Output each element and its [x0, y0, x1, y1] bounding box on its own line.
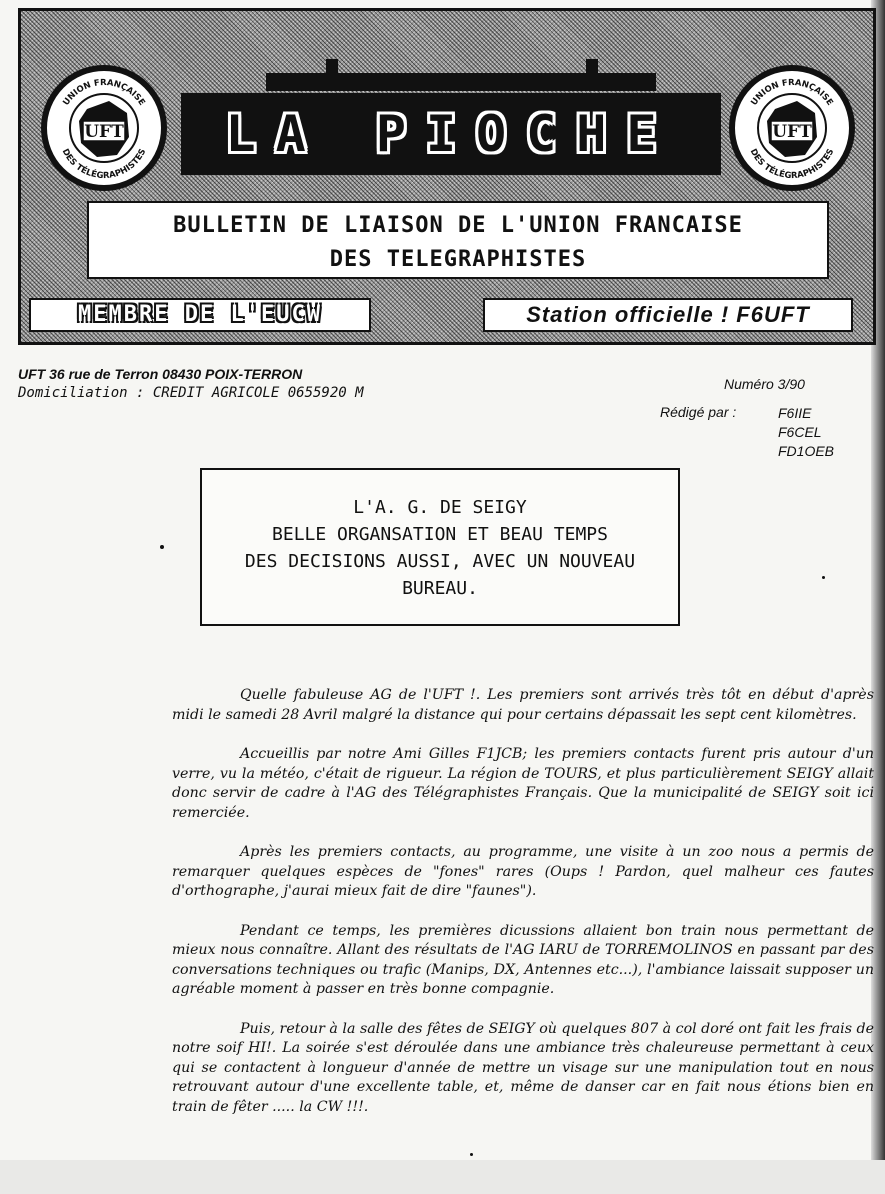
title-plate	[181, 93, 721, 175]
scan-bottom-strip	[0, 1160, 885, 1194]
svg-text:UNION FRANÇAISE: UNION FRANÇAISE	[61, 77, 147, 108]
article-paragraph: Pendant ce temps, les premières dicussions allaient bon train nous permettant de mieux nous connaître. Allant des résultats de l'AG IARU de TORREMOLINOS en passant par des conversations techniques ou trafic (Manips, DX, Antennes etc...), l'ambiance laissait supposer un agréable moment à passer en très bonne compagnie.	[172, 922, 874, 997]
anvil-rail	[266, 73, 656, 91]
subtitle-line-2: DES TELEGRAPHISTES	[329, 247, 587, 272]
uft-seal-icon	[47, 71, 161, 185]
eucw-member-band: MEMBRE DE L'EUCW	[29, 298, 371, 332]
masthead	[18, 8, 876, 345]
headline-line: BELLE ORGANSATION ET BEAU TEMPS	[272, 524, 608, 545]
subtitle-box	[87, 201, 829, 279]
issue-number: Numéro 3/90	[724, 376, 805, 392]
address: UFT 36 rue de Terron 08430 POIX-TERRON	[18, 366, 303, 382]
uft-logo-left	[41, 65, 167, 191]
article-paragraph: Quelle fabuleuse AG de l'UFT !. Les premiers sont arrivés très tôt en début d'après midi le samedi 28 Avril malgré la distance qui pour certains dépassait les sept cent kilomètres.	[172, 687, 874, 723]
official-station-band: Station officielle ! F6UFT	[483, 298, 853, 332]
written-by-label: Rédigé par :	[660, 404, 737, 420]
headline-line: BUREAU.	[402, 578, 478, 599]
scan-speck	[470, 1153, 473, 1156]
editor-callsign: F6CEL	[778, 424, 822, 440]
uft-logo-right	[729, 65, 855, 191]
article-body	[172, 686, 874, 1137]
article-paragraph: Accueillis par notre Ami Gilles F1JCB; les premiers contacts furent pris autour d'un verre, vu la météo, c'était de rigueur. La région de TOURS, et plus particulièrement SEIGY allait donc servir de cadre à l'AG des Télégraphistes Français. Que la municipalité de SEIGY soit ici remerciée.	[172, 746, 874, 821]
article-paragraph: Après les premiers contacts, au programme, une visite à un zoo nous a permis de remarquer quelques espèces de "fones" rares (Oups ! Pardon, quel malheur ces fautes d'orthographe, j'aurai mieux fait de dire "faunes").	[172, 844, 874, 899]
svg-text:UNION FRANÇAISE: UNION FRANÇAISE	[749, 77, 835, 108]
editor-callsign: FD1OEB	[778, 443, 835, 459]
article-paragraph: Puis, retour à la salle des fêtes de SEIGY où quelques 807 à col doré ont fait les frais de notre soif HI!. La soirée s'est déroulée dans une ambiance très chaleureuse permettant à ceux qui se contactent à longueur d'année de mettre un visage sur une manipulation tout en nous retrouvant autour d'une excellente table, et, même de danser car en fait nous étions bien en train de fêter ..... la CW !!!.	[172, 1020, 874, 1115]
editor-callsign: F6IIE	[778, 405, 812, 421]
svg-text:DES TÉLÉGRAPHISTES: DES TÉLÉGRAPHISTES	[747, 147, 837, 182]
subtitle-line-1: BULLETIN DE LIAISON DE L'UNION FRANCAISE	[173, 213, 743, 238]
scan-speck	[160, 545, 164, 549]
uft-seal-icon	[735, 71, 849, 185]
headline-line: DES DECISIONS AUSSI, AVEC UN NOUVEAU	[244, 551, 636, 572]
svg-text:UFT: UFT	[84, 122, 124, 142]
bank-domiciliation: Domiciliation : CREDIT AGRICOLE 0655920 M	[18, 385, 364, 401]
headline-box	[200, 468, 680, 626]
scan-speck	[822, 576, 825, 579]
headline-line: L'A. G. DE SEIGY	[353, 497, 527, 518]
svg-text:DES TÉLÉGRAPHISTES: DES TÉLÉGRAPHISTES	[59, 147, 149, 182]
newsletter-title: LA PIOCHE	[225, 105, 677, 163]
svg-text:UFT: UFT	[772, 122, 812, 142]
editor-list	[778, 404, 834, 461]
